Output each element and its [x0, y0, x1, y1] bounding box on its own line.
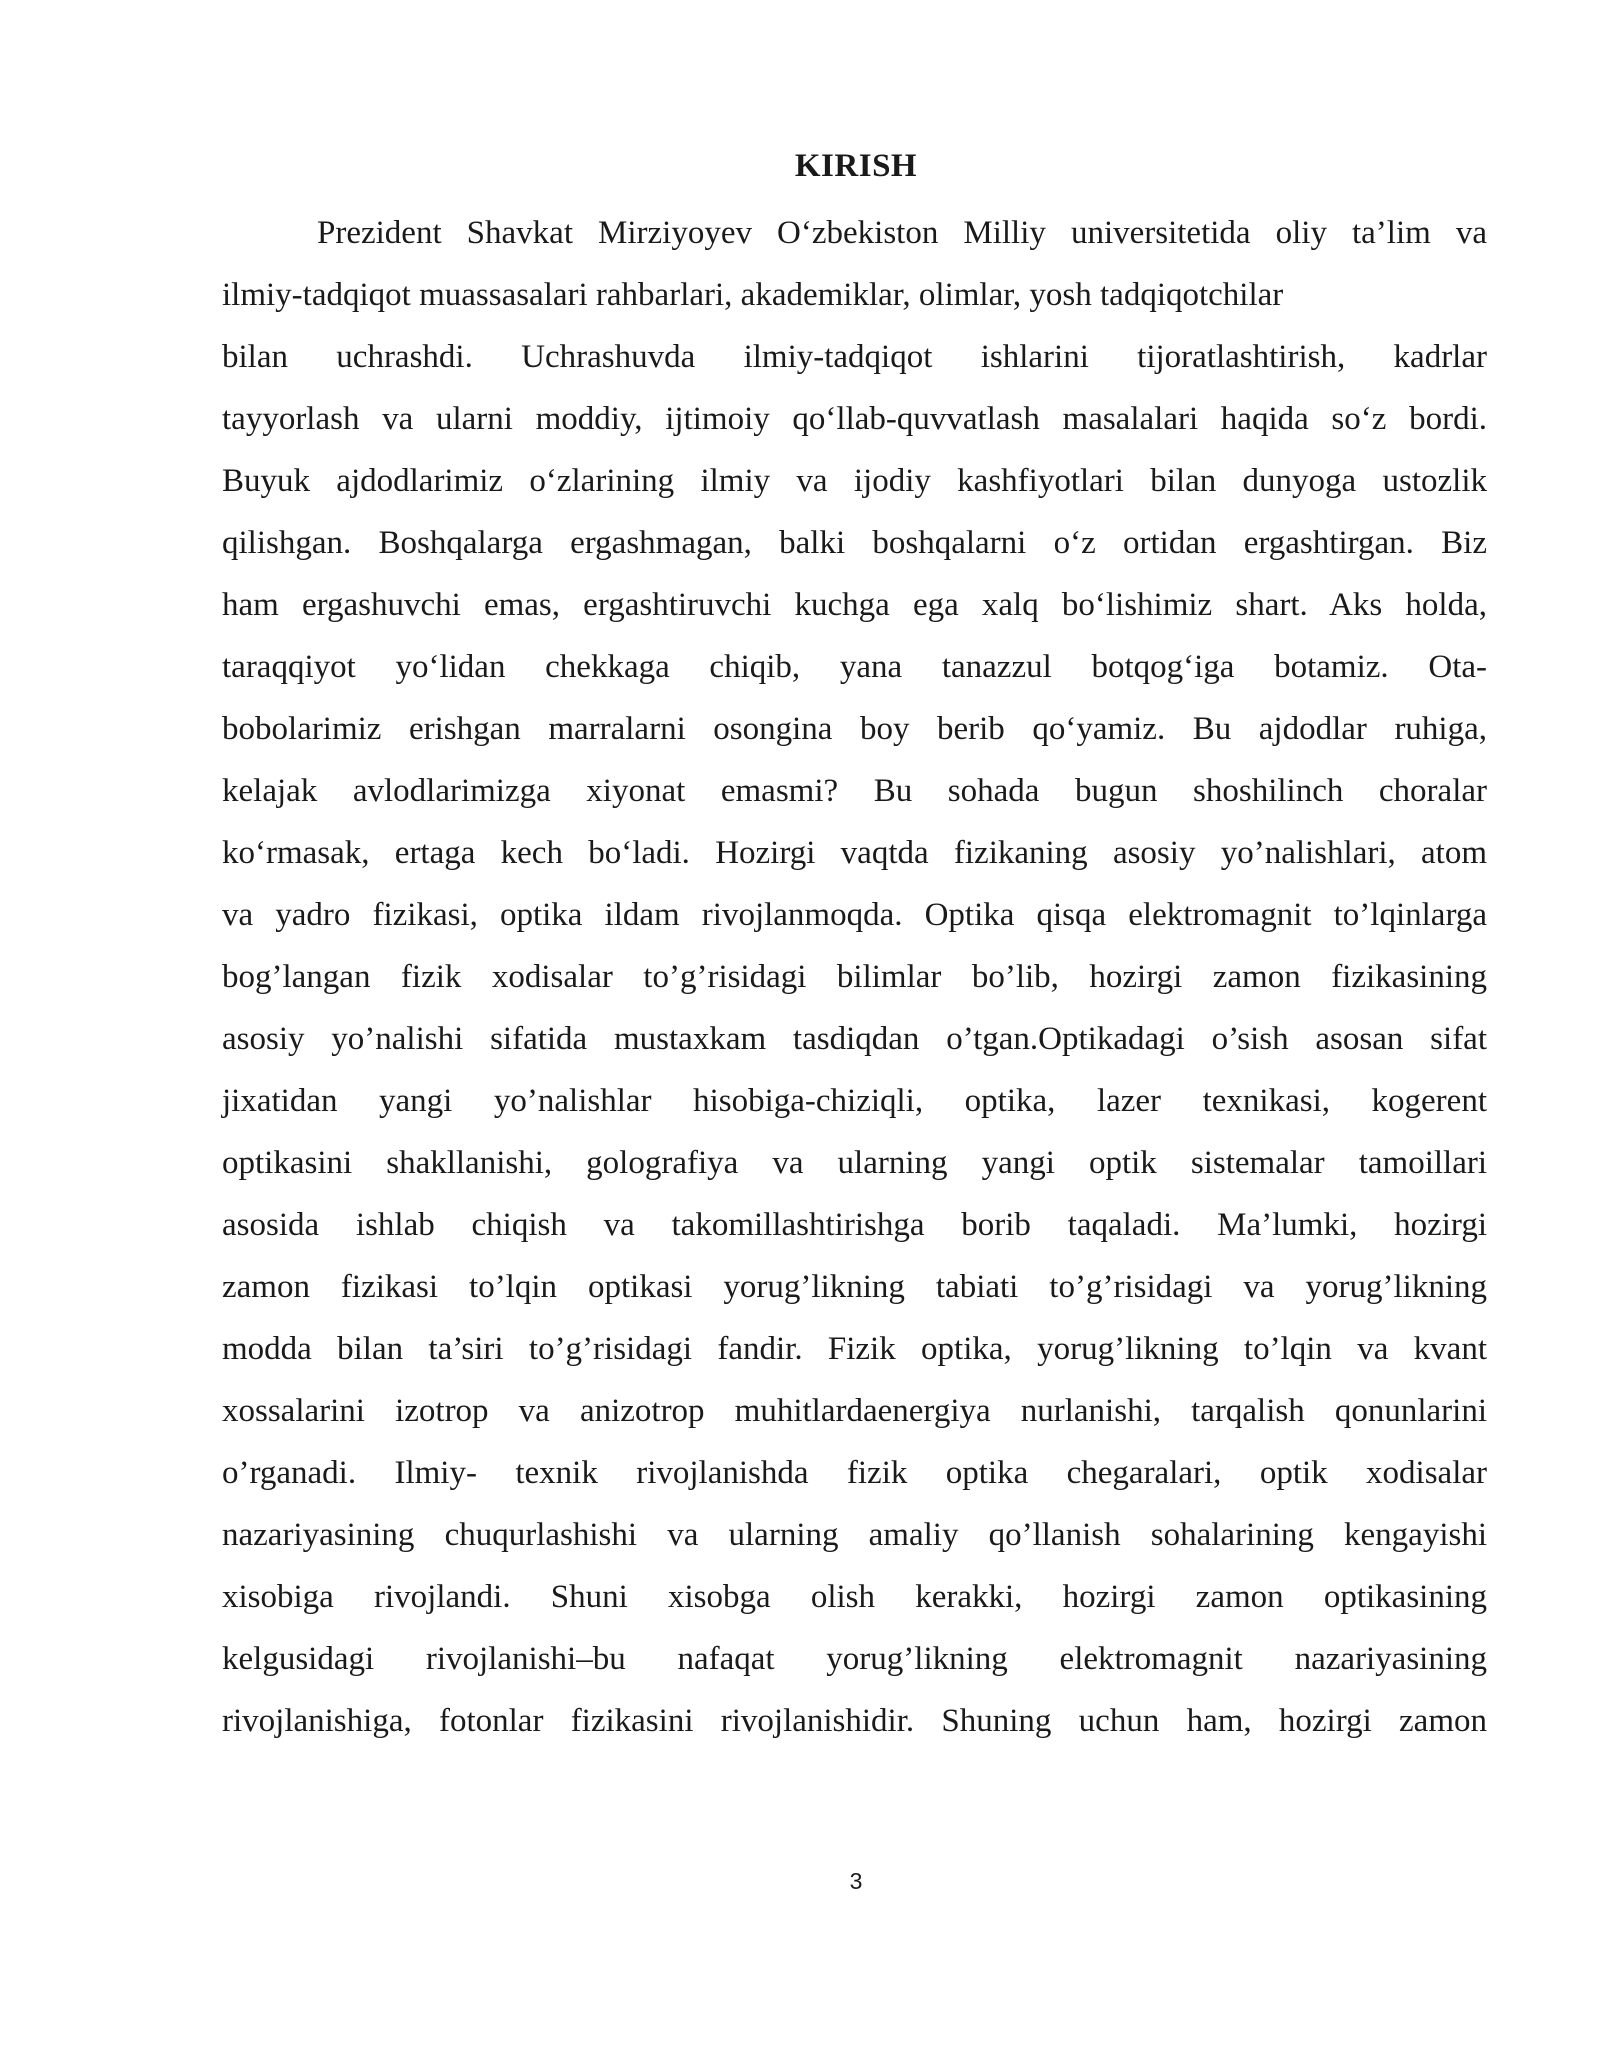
text-line: Prezident Shavkat Mirziyoyev O‘zbekiston Milliy universitetida oliy ta’lim va [317, 215, 1487, 251]
text-line: jixatidan yangi yo’nalishlar hisobiga-chiziqli, optika, lazer texnikasi, kogerent [222, 1083, 1487, 1119]
text-line: ko‘rmasak, ertaga kech bo‘ladi. Hozirgi vaqtda fizikaning asosiy yo’nalishlari, atom [222, 835, 1487, 871]
text-line: ham ergashuvchi emas, ergashtiruvchi kuchga ega xalq bo‘lishimiz shart. Aks holda, [222, 587, 1487, 623]
text-line: modda bilan ta’siri to’g’risidagi fandir. Fizik optika, yorug’likning to’lqin va kvant [222, 1331, 1487, 1367]
text-line: taraqqiyot yo‘lidan chekkaga chiqib, yana tanazzul botqog‘iga botamiz. Ota- [222, 649, 1487, 685]
text-line: kelajak avlodlarimizga xiyonat emasmi? Bu sohada bugun shoshilinch choralar [222, 773, 1487, 809]
text-line: bog’langan fizik xodisalar to’g’risidagi bilimlar bo’lib, hozirgi zamon fizikasining [222, 959, 1487, 995]
text-line: optikasini shakllanishi, golografiya va ularning yangi optik sistemalar tamoillari [222, 1145, 1487, 1181]
text-line: va yadro fizikasi, optika ildam rivojlanmoqda. Optika qisqa elektromagnit to’lqinlarga [222, 897, 1487, 933]
text-line: bobolarimiz erishgan marralarni osongina boy berib qo‘yamiz. Bu ajdodlar ruhiga, [222, 711, 1487, 747]
section-title: KIRISH [794, 148, 918, 184]
text-line: ilmiy-tadqiqot muassasalari rahbarlari, akademiklar, olimlar, yosh tadqiqotchilar [222, 277, 1284, 313]
text-line: o’rganadi. Ilmiy- texnik rivojlanishda fizik optika chegaralari, optik xodisalar [222, 1455, 1487, 1491]
text-line: nazariyasining chuqurlashishi va ularning amaliy qo’llanish sohalarining kengayishi [222, 1517, 1487, 1553]
text-line: tayyorlash va ularni moddiy, ijtimoiy qo‘llab-quvvatlash masalalari haqida so‘z bordi. [222, 401, 1487, 437]
text-line: kelgusidagi rivojlanishi–bu nafaqat yorug’likning elektromagnit nazariyasining [222, 1641, 1487, 1677]
text-line: asosida ishlab chiqish va takomillashtirishga borib taqaladi. Ma’lumki, hozirgi [222, 1207, 1487, 1243]
text-line: qilishgan. Boshqalarga ergashmagan, balki boshqalarni o‘z ortidan ergashtirgan. Biz [222, 525, 1487, 561]
text-line: xisobiga rivojlandi. Shuni xisobga olish kerakki, hozirgi zamon optikasining [222, 1579, 1487, 1615]
text-line: asosiy yo’nalishi sifatida mustaxkam tasdiqdan o’tgan.Optikadagi o’sish asosan sifat [222, 1021, 1487, 1057]
text-line: zamon fizikasi to’lqin optikasi yorug’likning tabiati to’g’risidagi va yorug’likning [222, 1269, 1487, 1305]
text-line: rivojlanishiga, fotonlar fizikasini rivojlanishidir. Shuning uchun ham, hozirgi zamon [222, 1703, 1487, 1739]
text-line: xossalarini izotrop va anizotrop muhitlardaenergiya nurlanishi, tarqalish qonunlarini [222, 1393, 1487, 1429]
text-line: bilan uchrashdi. Uchrashuvda ilmiy-tadqiqot ishlarini tijoratlashtirish, kadrlar [222, 339, 1487, 375]
page-number: 3 [849, 1868, 863, 1894]
text-line: Buyuk ajdodlarimiz o‘zlarining ilmiy va ijodiy kashfiyotlari bilan dunyoga ustozlik [222, 463, 1487, 499]
